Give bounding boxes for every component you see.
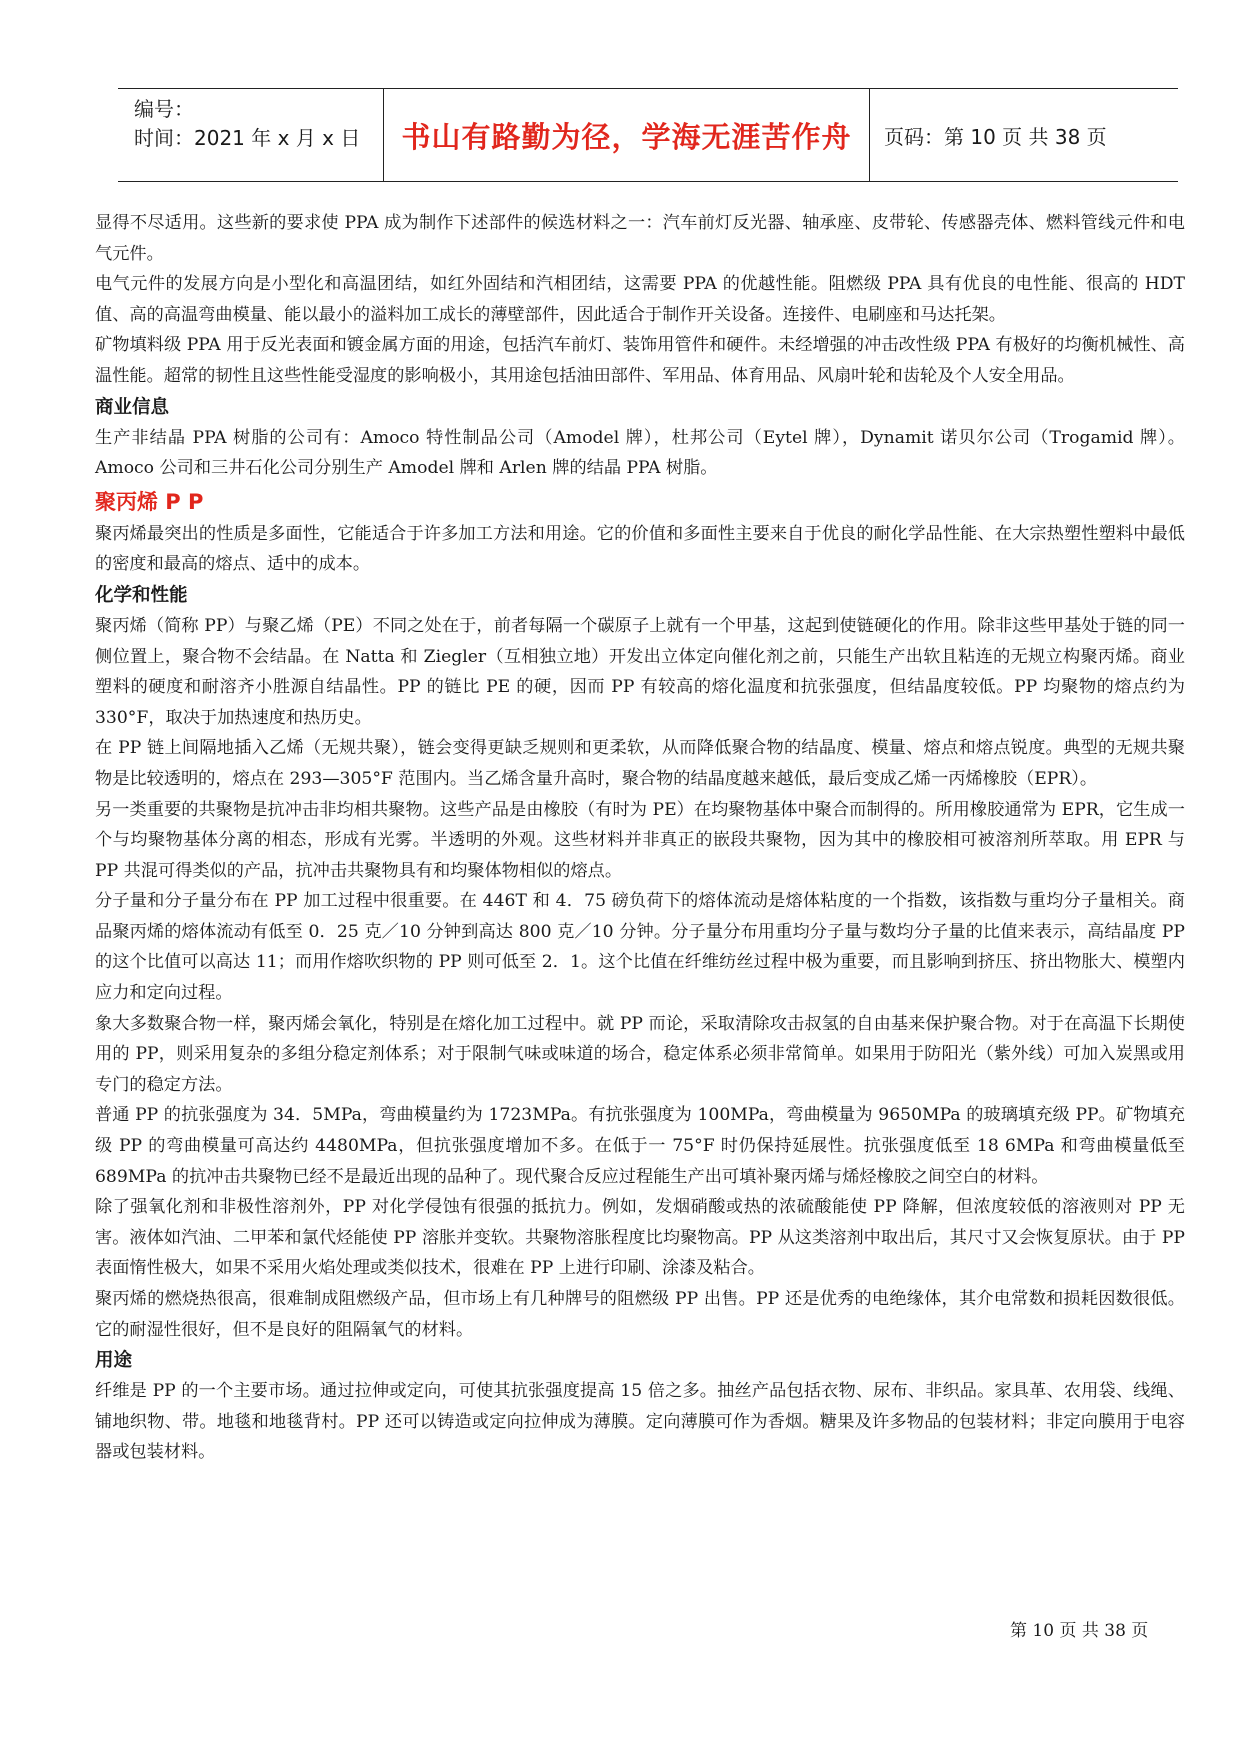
header-meta [118, 89, 383, 181]
subsection-heading: 化学和性能 [95, 584, 188, 606]
paragraph: 在 PP 链上间隔地插入乙烯（无规共聚），链会变得更缺乏规则和更柔软，从而降低聚合物的结晶度、模量、熔点和熔点锐度。典型的无规共聚物是比较透明的，熔点在 293—305°F 范围内。当乙烯含量升高时，聚合物的结晶度越来越低，最后变成乙烯一丙烯橡胶（EPR）。 [95, 738, 1185, 789]
header-page-label: 页码：第 10 页 共 38 页 [884, 124, 1107, 149]
paragraph: 除了强氧化剂和非极性溶剂外，PP 对化学侵蚀有很强的抵抗力。例如，发烟硝酸或热的浓硫酸能使 PP 降解，但浓度较低的溶液则对 PP 无害。液体如汽油、二甲苯和氯代烃能使 PP 溶胀并变软。共聚物溶胀程度比均聚物高。PP 从这类溶剂中取出后，其尺寸又会恢复原状。由于 PP 表面惰性极大，如果不采用火焰处理或类似技术，很难在 PP 上进行印刷、涂漆及粘合。 [95, 1197, 1185, 1279]
paragraph: 聚丙烯的燃烧热很高，很难制成阻燃级产品，但市场上有几种牌号的阻燃级 PP 出售。PP 还是优秀的电绝缘体，其介电常数和损耗因数很低。它的耐湿性很好，但不是良好的阻隔氧气的材料。 [95, 1289, 1185, 1340]
header-time-label: 时间：2021 年 x 月 x 日 [134, 126, 361, 150]
subsection-heading: 用途 [95, 1350, 133, 1372]
paragraph: 分子量和分子量分布在 PP 加工过程中很重要。在 446T 和 4．75 磅负荷下的熔体流动是熔体粘度的一个指数，该指数与重均分子量相关。商品聚丙烯的熔体流动有低至 0．25 克／10 分钟到高达 800 克／10 分钟。分子量分布用重均分子量与数均分子量的比值来表示，高结晶度 PP 的这个比值可以高达 11；而用作熔吹织物的 PP 则可低至 2．1。这个比值在纤维纺丝过程中极为重要，而且影响到挤压、挤出物胀大、模塑内应力和定向过程。 [95, 891, 1185, 1004]
paragraph: 象大多数聚合物一样，聚丙烯会氧化，特别是在熔化加工过程中。就 PP 而论，采取清除攻击叔氢的自由基来保护聚合物。对于在高温下长期使用的 PP，则采用复杂的多组分稳定剂体系；对于限制气味或味道的场合，稳定体系必须非常简单。如果用于防阳光（紫外线）可加入炭黑或用专门的稳定方法。 [95, 1013, 1185, 1095]
header-page-cell [870, 89, 1178, 181]
paragraph: 另一类重要的共聚物是抗冲击非均相共聚物。这些产品是由橡胶（有时为 PE）在均聚物基体中聚合而制得的。所用橡胶通常为 EPR，它生成一个与均聚物基体分离的相态，形成有光雾。半透明的外观。这些材料并非真正的嵌段共聚物，因为其中的橡胶相可被溶剂所萃取。用 EPR 与 PP 共混可得类似的产品，抗冲击共聚物具有和均聚体物相似的熔点。 [95, 799, 1185, 881]
subsection-heading: 商业信息 [95, 396, 170, 418]
page-footer: 第 10 页 共 38 页 [1010, 1621, 1149, 1641]
paragraph: 显得不尽适用。这些新的要求使 PPA 成为制作下述部件的候选材料之一：汽车前灯反光器、轴承座、皮带轮、传感器壳体、燃料管线元件和电气元件。 [95, 213, 1185, 264]
paragraph: 生产非结晶 PPA 树脂的公司有：Amoco 特性制品公司（Amodel 牌），杜邦公司（Eytel 牌），Dynamit 诺贝尔公司（Trogamid 牌）。Amoco 公司和三井石化公司分别生产 Amodel 牌和 Arlen 牌的结晶 PPA 树脂。 [95, 427, 1185, 479]
section-title: 聚丙烯 P P [95, 489, 204, 514]
paragraph: 普通 PP 的抗张强度为 34．5MPa，弯曲模量约为 1723MPa。有抗张强度为 100MPa，弯曲模量为 9650MPa 的玻璃填充级 PP。矿物填充级 PP 的弯曲模量可高达约 4480MPa，但抗张强度增加不多。在低于一 75°F 时仍保持延展性。抗张强度低至 18 6MPa 和弯曲模量低至 689MPa 的抗冲击共聚物已经不是最近出现的品种了。现代聚合反应过程能生产出可填补聚丙烯与烯烃橡胶之间空白的材料。 [95, 1105, 1185, 1187]
header-motto-cell [383, 89, 870, 181]
header-motto: 书山有路勤为径，学海无涯苦作舟 [401, 119, 852, 154]
document-body [95, 208, 1185, 1468]
paragraph: 矿物填料级 PPA 用于反光表面和镀金属方面的用途，包括汽车前灯、装饰用管件和硬件。未经增强的冲击改性级 PPA 有极好的均衡机械性、高温性能。超常的韧性且这些性能受湿度的影响极小，其用途包括油田部件、军用品、体育用品、风扇叶轮和齿轮及个人安全用品。 [95, 335, 1185, 386]
paragraph: 电气元件的发展方向是小型化和高温团结，如红外固结和汽相团结，这需要 PPA 的优越性能。阻燃级 PPA 具有优良的电性能、很高的 HDT 值、高的高温弯曲模量、能以最小的溢料加工成长的薄壁部件，因此适合于制作开关设备。连接件、电刷座和马达托架。 [95, 274, 1185, 325]
header-number-label: 编号： [134, 97, 194, 121]
paragraph: 聚丙烯最突出的性质是多面性，它能适合于许多加工方法和用途。它的价值和多面性主要来自于优良的耐化学品性能、在大宗热塑性塑料中最低的密度和最高的熔点、适中的成本。 [95, 523, 1185, 575]
paragraph: 纤维是 PP 的一个主要市场。通过拉伸或定向，可使其抗张强度提高 15 倍之多。抽丝产品包括衣物、尿布、非织品。家具革、农用袋、线绳、铺地织物、带。地毯和地毯背村。PP 还可以铸造或定向拉伸成为薄膜。定向薄膜可作为香烟。糖果及许多物品的包装材料；非定向膜用于电容器或包装材料。 [95, 1381, 1185, 1463]
header-table [118, 88, 1178, 182]
paragraph: 聚丙烯（简称 PP）与聚乙烯（PE）不同之处在于，前者每隔一个碳原子上就有一个甲基，这起到使链硬化的作用。除非这些甲基处于链的同一侧位置上，聚合物不会结晶。在 Natta 和 Ziegler（互相独立地）开发出立体定向催化剂之前，只能生产出软且粘连的无规立构聚丙烯。商业塑料的硬度和耐溶齐小胜源自结晶性。PP 的链比 PE 的硬，因而 PP 有较高的熔化温度和抗张强度，但结晶度较低。PP 均聚物的熔点约为 330°F，取决于加热速度和热历史。 [95, 615, 1185, 728]
